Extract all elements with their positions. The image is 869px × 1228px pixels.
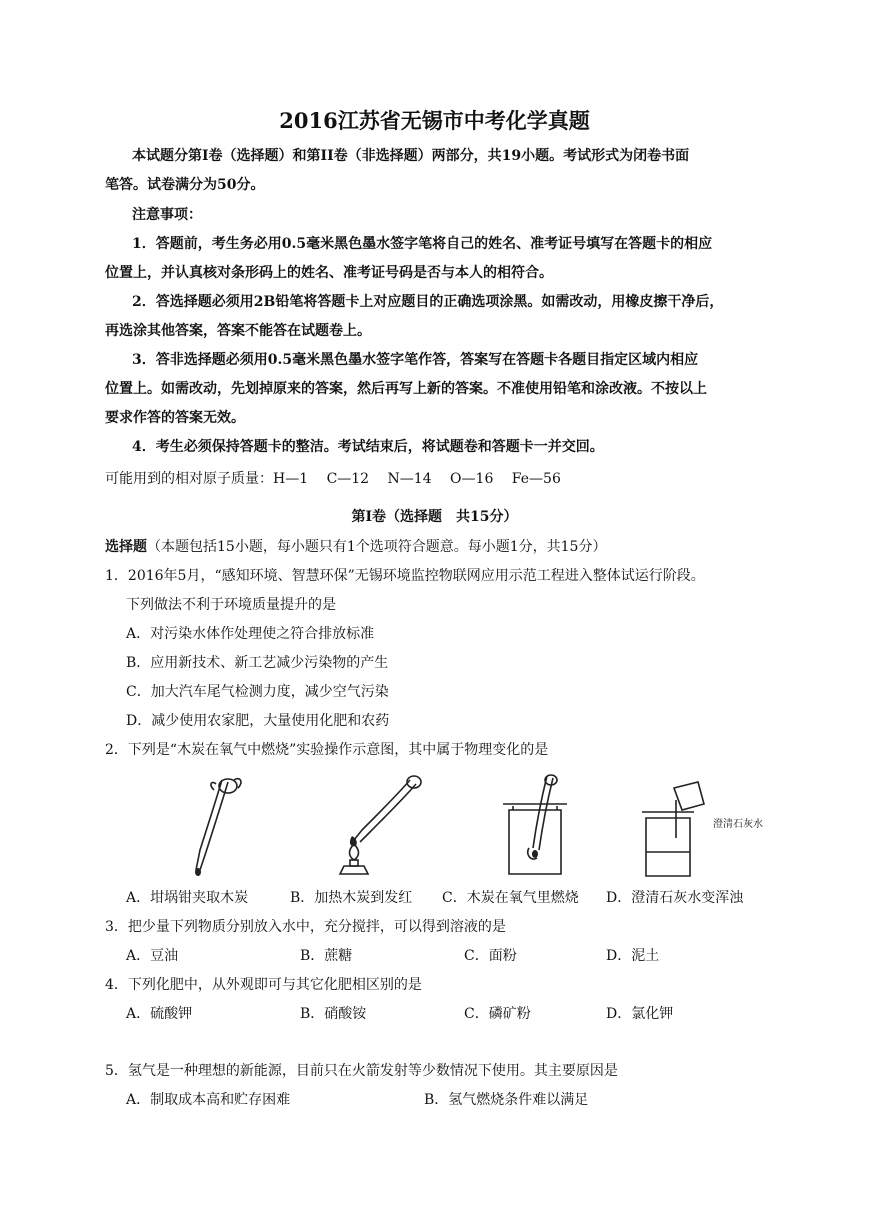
q3-option-a: A．豆油	[126, 948, 179, 964]
q5-option-b: B．氢气燃烧条件难以满足	[424, 1092, 589, 1108]
q2-figure-d-label: 澄清石灰水	[713, 819, 763, 830]
q3-option-d: D．泥土	[606, 948, 660, 964]
choice-intro-label: 选择题	[105, 539, 147, 555]
q1-option-b: B．应用新技术、新工艺减少污染物的产生	[126, 655, 389, 671]
intro-line-2: 笔答。试卷满分为50分。	[105, 177, 265, 193]
page-title: 2016江苏省无锡市中考化学真题	[279, 108, 590, 133]
q1-option-d: D．减少使用农家肥，大量使用化肥和农药	[126, 713, 390, 729]
intro-line-1: 本试题分第Ⅰ卷（选择题）和第II卷（非选择题）两部分，共19小题。考试形式为闭卷书面	[132, 148, 690, 164]
q4-option-b: B．硝酸铵	[300, 1006, 367, 1022]
q4-option-c: C．磷矿粉	[464, 1006, 531, 1022]
notice-item-3-line-2: 位置上。如需改动，先划掉原来的答案，然后再写上新的答案。不准使用铅笔和涂改液。不按以上	[105, 381, 707, 397]
q1-stem-line-1: 1．2016年5月，“感知环境、智慧环保”无锡环境监控物联网应用示范工程进入整体试运行阶段。	[105, 568, 705, 584]
notice-item-2-line-2: 再选涂其他答案，答案不能答在试题卷上。	[105, 323, 371, 339]
choice-intro	[105, 538, 606, 556]
notice-item-4: 4．考生必须保持答题卡的整洁。考试结束后，将试题卷和答题卡一并交回。	[132, 439, 604, 455]
q3-option-b: B．蔗糖	[300, 948, 353, 964]
q4-option-a: A．硫酸钾	[126, 1006, 193, 1022]
q2-option-d: D．澄清石灰水变浑浊	[606, 890, 744, 906]
notice-item-2-line-1: 2．答选择题必须用2B铅笔将答题卡上对应题目的正确选项涂黑。如需改动，用橡皮擦干净后，	[132, 294, 724, 310]
notice-item-1-line-2: 位置上，并认真核对条形码上的姓名、准考证号码是否与本人的相符合。	[105, 265, 553, 281]
q2-figure-c-gas-jar-icon	[495, 770, 575, 880]
section-heading: 第Ⅰ卷（选择题 共15分）	[351, 509, 518, 525]
notice-item-1-line-1: 1．答题前，考生务必用0.5毫米黑色墨水签字笔将自己的姓名、准考证号填写在答题卡的相应	[132, 236, 713, 252]
notice-item-3-line-1: 3．答非选择题必须用0.5毫米黑色墨水签字笔作答，答案写在答题卡各题目指定区域内相应	[132, 352, 699, 368]
q1-option-a: A．对污染水体作处理使之符合排放标准	[126, 626, 375, 642]
q2-option-a: A．坩埚钳夹取木炭	[126, 890, 249, 906]
q2-option-c: C．木炭在氧气里燃烧	[442, 890, 579, 906]
q1-stem-line-2: 下列做法不利于环境质量提升的是	[126, 597, 336, 613]
choice-intro-text: （本题包括15小题，每小题只有1个选项符合题意。每小题1分，共15分）	[147, 539, 607, 555]
atomic-mass-line: 可能用到的相对原子质量：H—1 C—12 N—14 O—16 Fe—56	[105, 471, 561, 487]
notice-item-3-line-3: 要求作答的答案无效。	[105, 410, 245, 426]
q4-stem: 4．下列化肥中，从外观即可与其它化肥相区别的是	[105, 977, 422, 993]
q3-stem: 3．把少量下列物质分别放入水中，充分搅拌，可以得到溶液的是	[105, 919, 506, 935]
q4-option-d: D．氯化钾	[606, 1006, 674, 1022]
q2-option-b: B．加热木炭到发红	[290, 890, 413, 906]
q2-figure-b-alcohol-lamp-icon	[318, 770, 428, 880]
q2-figure-a-tongs-icon	[178, 770, 258, 880]
q5-option-a: A．制取成本高和贮存困难	[126, 1092, 291, 1108]
q2-stem: 2．下列是“木炭在氧气中燃烧”实验操作示意图，其中属于物理变化的是	[105, 742, 549, 758]
q5-stem: 5．氢气是一种理想的新能源，目前只在火箭发射等少数情况下使用。其主要原因是	[105, 1063, 618, 1079]
notice-heading: 注意事项：	[132, 207, 202, 223]
q1-option-c: C．加大汽车尾气检测力度，减少空气污染	[126, 684, 389, 700]
q3-option-c: C．面粉	[464, 948, 517, 964]
